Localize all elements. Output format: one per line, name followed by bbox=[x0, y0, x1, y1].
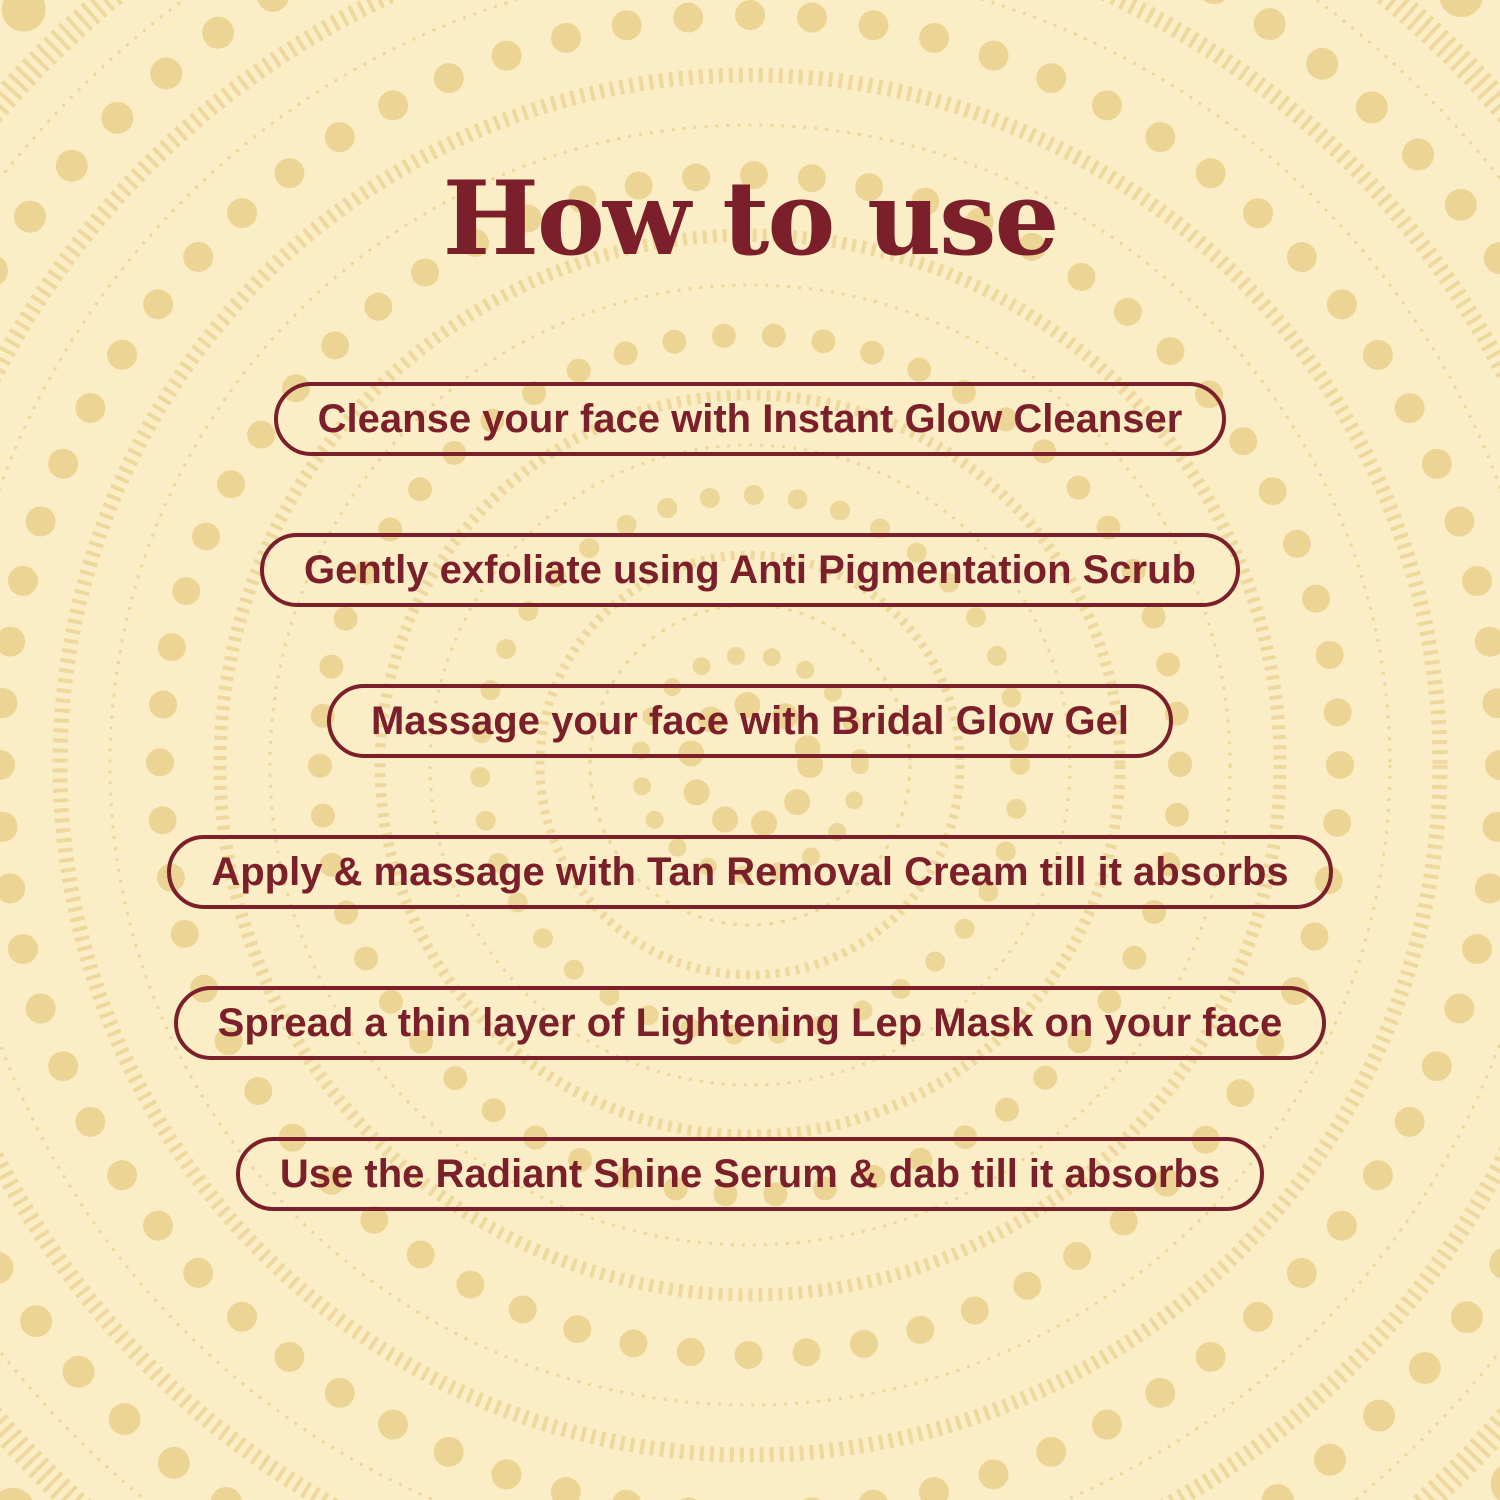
step-pill-3: Massage your face with Bridal Glow Gel bbox=[327, 684, 1173, 758]
step-pill-1: Cleanse your face with Instant Glow Cleanser bbox=[274, 382, 1227, 456]
step-pill-6: Use the Radiant Shine Serum & dab till it absorbs bbox=[236, 1137, 1264, 1211]
step-pill-5: Spread a thin layer of Lightening Lep Mask on your face bbox=[174, 986, 1327, 1060]
step-pill-4: Apply & massage with Tan Removal Cream till it absorbs bbox=[167, 835, 1332, 909]
page-title: How to use bbox=[442, 159, 1058, 279]
step-pill-2: Gently exfoliate using Anti Pigmentation Scrub bbox=[260, 533, 1240, 607]
steps-list bbox=[167, 382, 1332, 1211]
